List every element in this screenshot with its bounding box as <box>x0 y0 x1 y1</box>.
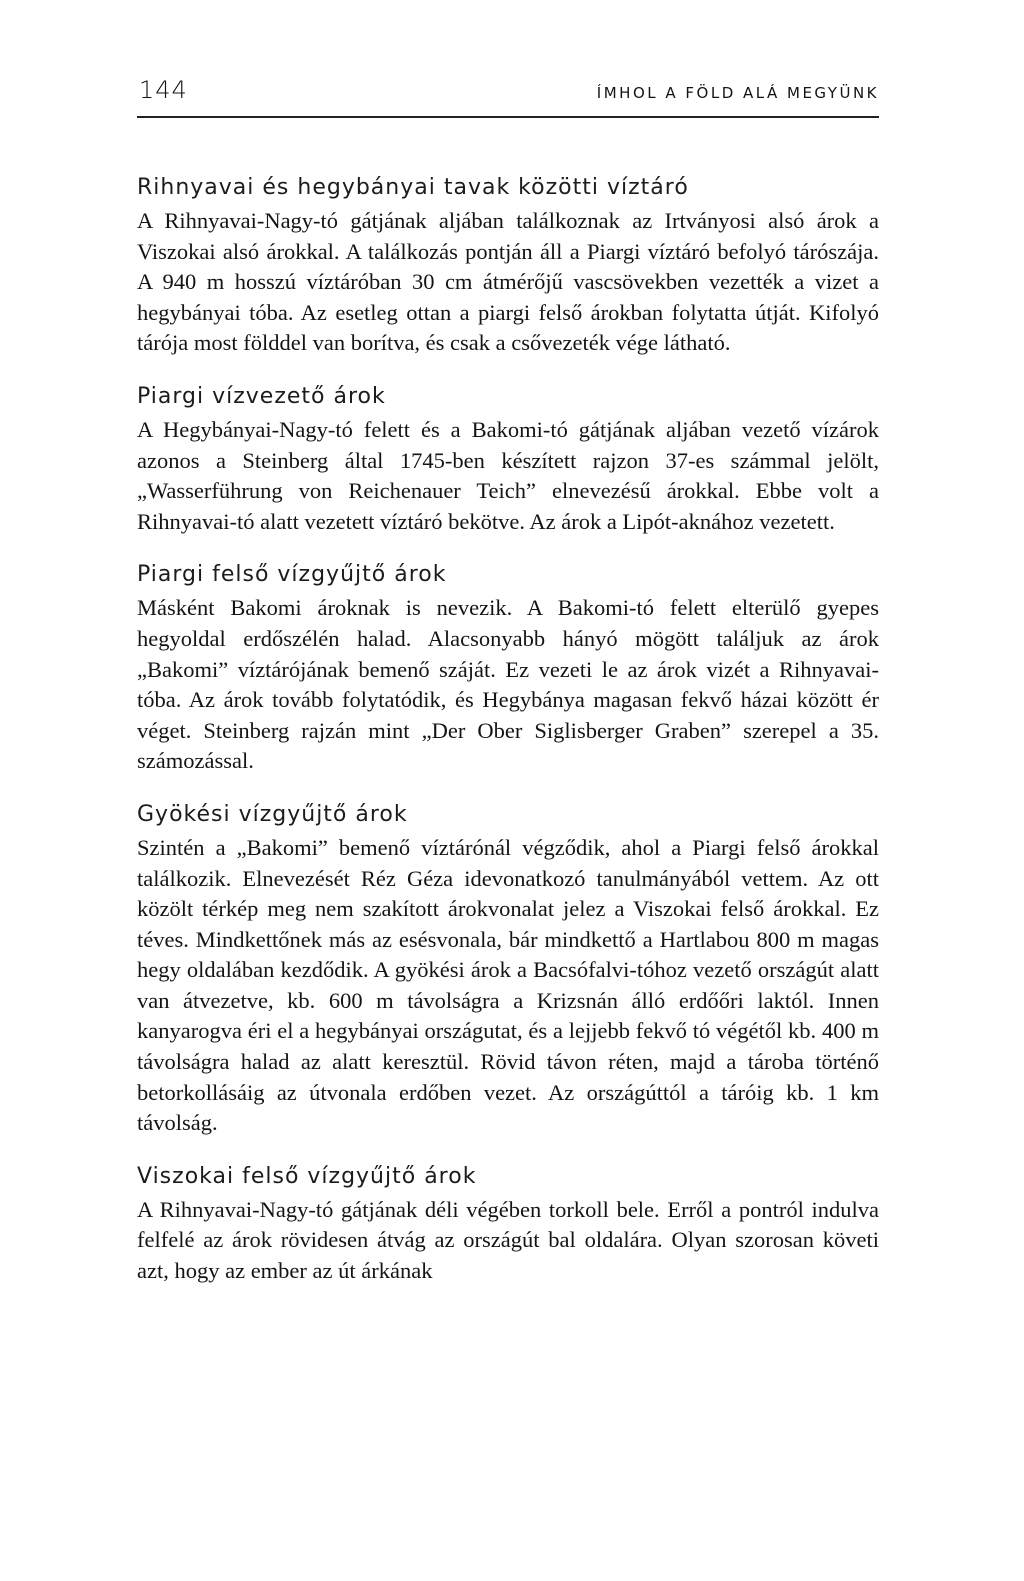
section-paragraph: Szintén a „Bakomi” bemenő víztárónál végződik, ahol a Piargi felső árokkal találkozik. Elnevezését Réz Géza idevonatkozó tanulmányából vettem. Az ott közölt térkép meg nem szakított árokvonalat jelez a Viszokai felső árokkal. Ez téves. Mindkettőnek más az esésvonala, bár mindkettő a Hartlabou 800 m magas hegy oldalában kezdődik. A gyökési árok a Bacsófalvi-tóhoz vezető országút alatt van átvezetve, kb. 600 m távolságra a Krizsnán álló erdőőri laktól. Innen kanyarogva éri el a hegybányai országutat, és a lejjebb fekvő tó végétől kb. 400 m távolságra halad az alatt keresztül. Rövid távon réten, majd a tároba történő betorkollásáig az útvonala erdőben vezet. Az országúttól a táróig kb. 1 km távolság. <box>137 834 879 1136</box>
section-paragraph: A Rihnyavai-Nagy-tó gátjának déli végében torkoll bele. Erről a pontról indulva felfelé az árok rövidesen átvág az országút bal oldalára. Olyan szorosan követi azt, hogy az ember az út árkának <box>137 1196 879 1284</box>
section-gyokesi-arok <box>137 799 879 1139</box>
section-heading: Piargi vízvezető árok <box>137 383 386 409</box>
section-piargi-felso-arok <box>137 559 879 777</box>
section-piargi-vizvezeto-arok <box>137 381 879 537</box>
section-viszokai-felso-arok <box>137 1161 879 1287</box>
section-rihnyavai-viztaro <box>137 172 879 359</box>
section-paragraph: A Hegybányai-Nagy-tó felett és a Bakomi-tó gátjának aljában vezető vízárok azonos a Steinberg által 1745-ben készített rajzon 37-es számmal jelölt, „Wasserführung von Reichenauer Teich” elnevezésű árokkal. Ebbe volt a Rihnyavai-tó alatt vezetett víztáró bekötve. Az árok a Lipót-aknához vezetett. <box>137 416 879 534</box>
section-heading: Gyökési vízgyűjtő árok <box>137 801 408 827</box>
section-paragraph: A Rihnyavai-Nagy-tó gátjának aljában találkoznak az Irtványosi alsó árok a Viszokai alsó árokkal. A találkozás pontján áll a Piargi víztáró befolyó tárószája. A 940 m hosszú víztáróban 30 cm átmérőjű vascsövekben vezették a vizet a hegybányai tóba. Az esetleg ottan a piargi felső árokban folytatta útját. Kifolyó tárója most földdel van borítva, és csak a csővezeték vége látható. <box>137 208 879 356</box>
running-header <box>137 72 879 118</box>
section-heading: Piargi felső vízgyűjtő árok <box>137 562 447 588</box>
running-title: ÍMHOL A FÖLD ALÁ MEGYÜNK <box>596 84 879 102</box>
section-heading: Rihnyavai és hegybányai tavak közötti víztáró <box>137 175 689 200</box>
section-paragraph: Másként Bakomi ároknak is nevezik. A Bakomi-tó felett elterülő gyepes hegyoldal erdőszélén halad. Alacsonyabb hányó mögött találjuk az árok „Bakomi” víztárójának bemenő száját. Ez vezeti le az árok vizét a Rihnyavai-tóba. Az árok tovább folytatódik, és Hegybánya magasan fekvő házai között ér véget. Steinberg rajzán mint „Der Ober Siglisberger Graben” szerepel a 35. számozással. <box>137 595 879 774</box>
section-heading: Viszokai felső vízgyűjtő árok <box>137 1163 477 1189</box>
page-number: 144 <box>139 76 188 104</box>
book-page <box>137 72 879 1287</box>
